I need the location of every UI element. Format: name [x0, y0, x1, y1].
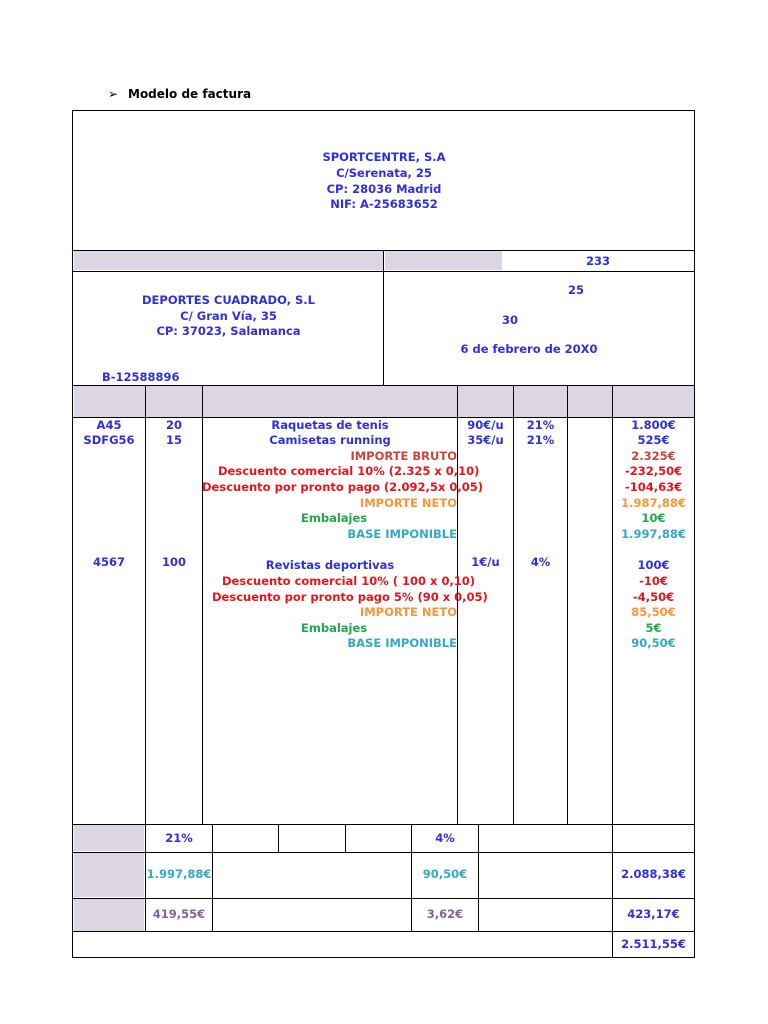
bullet-arrow-icon: ➢	[108, 87, 119, 101]
divider	[145, 385, 146, 825]
early-payment-discount-label: Descuento por pronto pago (2.092,5x 0,05)	[202, 480, 483, 494]
seller-address: C/Serenata, 25	[336, 166, 432, 180]
line-vat: 21%	[526, 433, 555, 447]
seller-nif: NIF: A-25683652	[330, 197, 438, 211]
line-amount: 525€	[637, 433, 670, 447]
line-price: 90€/u	[467, 418, 504, 432]
seller-name: SPORTCENTRE, S.A	[322, 150, 446, 164]
header-shade-right	[385, 251, 502, 270]
line-description: Revistas deportivas	[265, 558, 395, 572]
commercial-discount-value: -10€	[639, 574, 668, 588]
grand-total: 2.511,55€	[621, 937, 686, 951]
frame-bottom	[72, 957, 695, 958]
line-qty: 100	[161, 555, 186, 569]
header-shade-left	[74, 251, 383, 270]
line-vat: 4%	[530, 555, 551, 569]
commercial-discount-value: -232,50€	[624, 464, 683, 478]
summary-shade-1	[74, 825, 144, 851]
line-price: 35€/u	[467, 433, 504, 447]
buyer-postal-code: CP: 37023, Salamanca	[156, 324, 301, 338]
rule	[72, 824, 695, 825]
commercial-discount-label: Descuento comercial 10% ( 100 x 0,10)	[222, 574, 476, 588]
divider	[278, 824, 279, 853]
gross-amount-value: 2.325€	[631, 449, 676, 463]
tax-base-4: 90,50€	[422, 867, 468, 881]
tax-base-label: BASE IMPONIBLE	[347, 527, 457, 541]
page-title: Modelo de factura	[128, 87, 252, 101]
invoice-date: 6 de febrero de 20X0	[460, 342, 598, 356]
divider	[345, 824, 346, 853]
early-payment-discount-label: Descuento por pronto pago 5% (90 x 0,05)	[212, 590, 488, 604]
invoice-number: 233	[585, 254, 610, 268]
vat-rate-4: 4%	[435, 831, 455, 845]
frame-left	[72, 110, 73, 958]
invoice-info-value-1: 25	[567, 283, 584, 297]
line-amount: 1.800€	[631, 418, 676, 432]
net-amount-label: IMPORTE NETO	[359, 605, 457, 619]
tax-base-total: 2.088,38€	[621, 867, 686, 881]
packaging-label: Embalajes	[301, 621, 368, 635]
line-description: Raquetas de tenis	[271, 418, 389, 432]
line-vat: 21%	[526, 418, 555, 432]
net-amount-value: 85,50€	[631, 605, 676, 619]
tax-base-value: 90,50€	[631, 636, 676, 650]
summary-shade-3	[74, 899, 144, 931]
line-description: Camisetas running	[269, 433, 391, 447]
rule	[72, 898, 695, 899]
divider	[457, 385, 458, 825]
tax-base-label: BASE IMPONIBLE	[347, 636, 457, 650]
frame-right	[694, 110, 695, 958]
divider	[212, 824, 213, 932]
seller-postal-code: CP: 28036 Madrid	[326, 182, 442, 196]
divider	[513, 385, 514, 825]
line-code: SDFG56	[83, 433, 135, 447]
rule	[72, 931, 695, 932]
net-amount-label: IMPORTE NETO	[359, 496, 457, 510]
buyer-nif: B-12588896	[102, 370, 180, 384]
column-header-shade	[74, 386, 694, 417]
commercial-discount-label: Descuento comercial 10% (2.325 x 0,10)	[218, 464, 480, 478]
vat-rate-21: 21%	[165, 831, 193, 845]
divider	[567, 385, 568, 825]
buyer-name: DEPORTES CUADRADO, S.L	[142, 293, 315, 307]
divider	[383, 250, 384, 386]
rule	[72, 852, 695, 853]
invoice-info-value-2: 30	[501, 313, 518, 327]
packaging-value: 5€	[645, 621, 662, 635]
divider	[478, 824, 479, 932]
vat-amount-4: 3,62€	[426, 907, 464, 921]
buyer-address: C/ Gran Vía, 35	[180, 309, 277, 323]
tax-base-21: 1.997,88€	[146, 867, 212, 881]
tax-base-value: 1.997,88€	[621, 527, 686, 541]
line-qty: 15	[165, 433, 182, 447]
early-payment-discount-value: -104,63€	[624, 480, 683, 494]
line-code: A45	[96, 418, 122, 432]
net-amount-value: 1.987,88€	[621, 496, 686, 510]
gross-amount-label: IMPORTE BRUTO	[350, 449, 457, 463]
vat-amount-21: 419,55€	[152, 907, 206, 921]
summary-shade-2	[74, 853, 144, 897]
early-payment-discount-value: -4,50€	[632, 590, 675, 604]
vat-amount-total: 423,17€	[627, 907, 680, 921]
packaging-label: Embalajes	[301, 511, 368, 525]
line-code: 4567	[92, 555, 125, 569]
line-price: 1€/u	[471, 555, 500, 569]
line-qty: 20	[165, 418, 182, 432]
packaging-value: 10€	[641, 511, 666, 525]
line-amount: 100€	[637, 558, 670, 572]
frame-top	[72, 110, 695, 111]
